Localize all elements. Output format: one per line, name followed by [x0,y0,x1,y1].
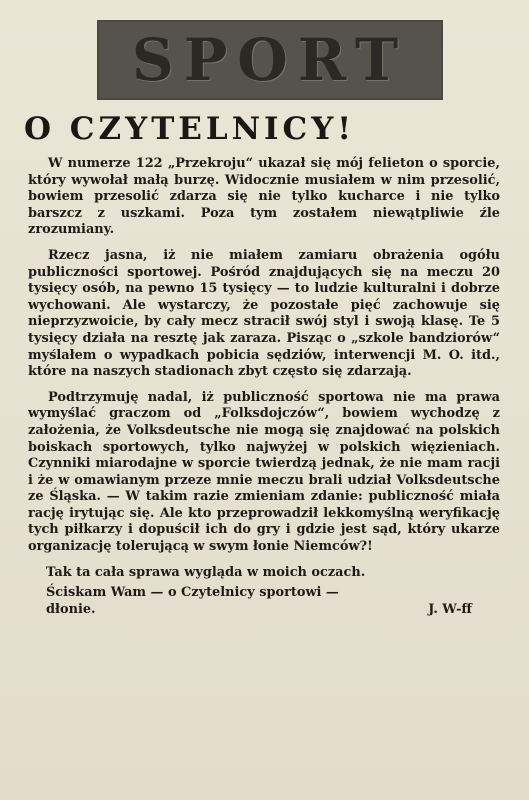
article-paragraph-1: W numerze 122 „Przekroju“ ukazał się mój felieton o sporcie, który wywołał małą burzę. Widocznie musiałem w nim przesolić, bowiem przesolić zdarza się nie tylko kucharce i nie tylko barszcz z uszkami. Poza tym zostałem niewątpliwie źle zrozumiany. [28,156,500,238]
article-paragraph-2: Rzecz jasna, iż nie miałem zamiaru obrażenia ogółu publiczności sportowej. Pośród znajdujących się na meczu 20 tysięcy osób, na pewno 15 tysięcy — to ludzie kulturalni i dobrze wychowani. Ale wystarczy, że pozostałe pięć zachowuje się nieprzyzwoicie, by cały mecz stracił swój styl i swoją klasę. Te 5 tysięcy działa na resztę jak zaraza. Pisząc o „szkole bandziorów“ myślałem o wypadkach pobicia sędziów, interwencji M. O. itd., które na naszych stadionach zbyt często się zdarzają. [28,247,500,380]
farewell-text: Ściskam Wam — o Czytelnicy sportowi — [46,585,339,601]
closing-line: Tak ta cała sprawa wygląda w moich oczach. [46,564,366,580]
banner-title: SPORT [131,26,409,94]
article-body [28,156,500,622]
author-signature: J. W-ff [428,601,472,617]
farewell-end: dłonie. [46,601,96,617]
article-headline: O CZYTELNICY! [24,111,355,147]
article-paragraph-3: Podtrzymuję nadal, iż publiczność sportowa nie ma prawa wymyślać graczom od „Folksdojczów“, bowiem wychodzę z założenia, że Volksdeutsche nie mogą się znajdować na polskich boiskach sportowych, tylko najwyżej w polskich więzieniach. Czynniki miarodajne w sporcie twierdzą jednak, że nie mam racji i że w omawianym przeze mnie meczu brali udział Volksdeutsche ze Śląska. — W takim razie zmieniam zdanie: publiczność miała rację irytując się. Ale kto przeprowadził lekkomyślną weryfikację tych piłkarzy i dopuścił ich do gry i gdzie jest sąd, który ukarze organizację tolerującą w swym łonie Niemców?! [28,389,500,555]
signature-line [28,602,500,619]
farewell-line [28,585,500,618]
section-banner [97,20,443,100]
